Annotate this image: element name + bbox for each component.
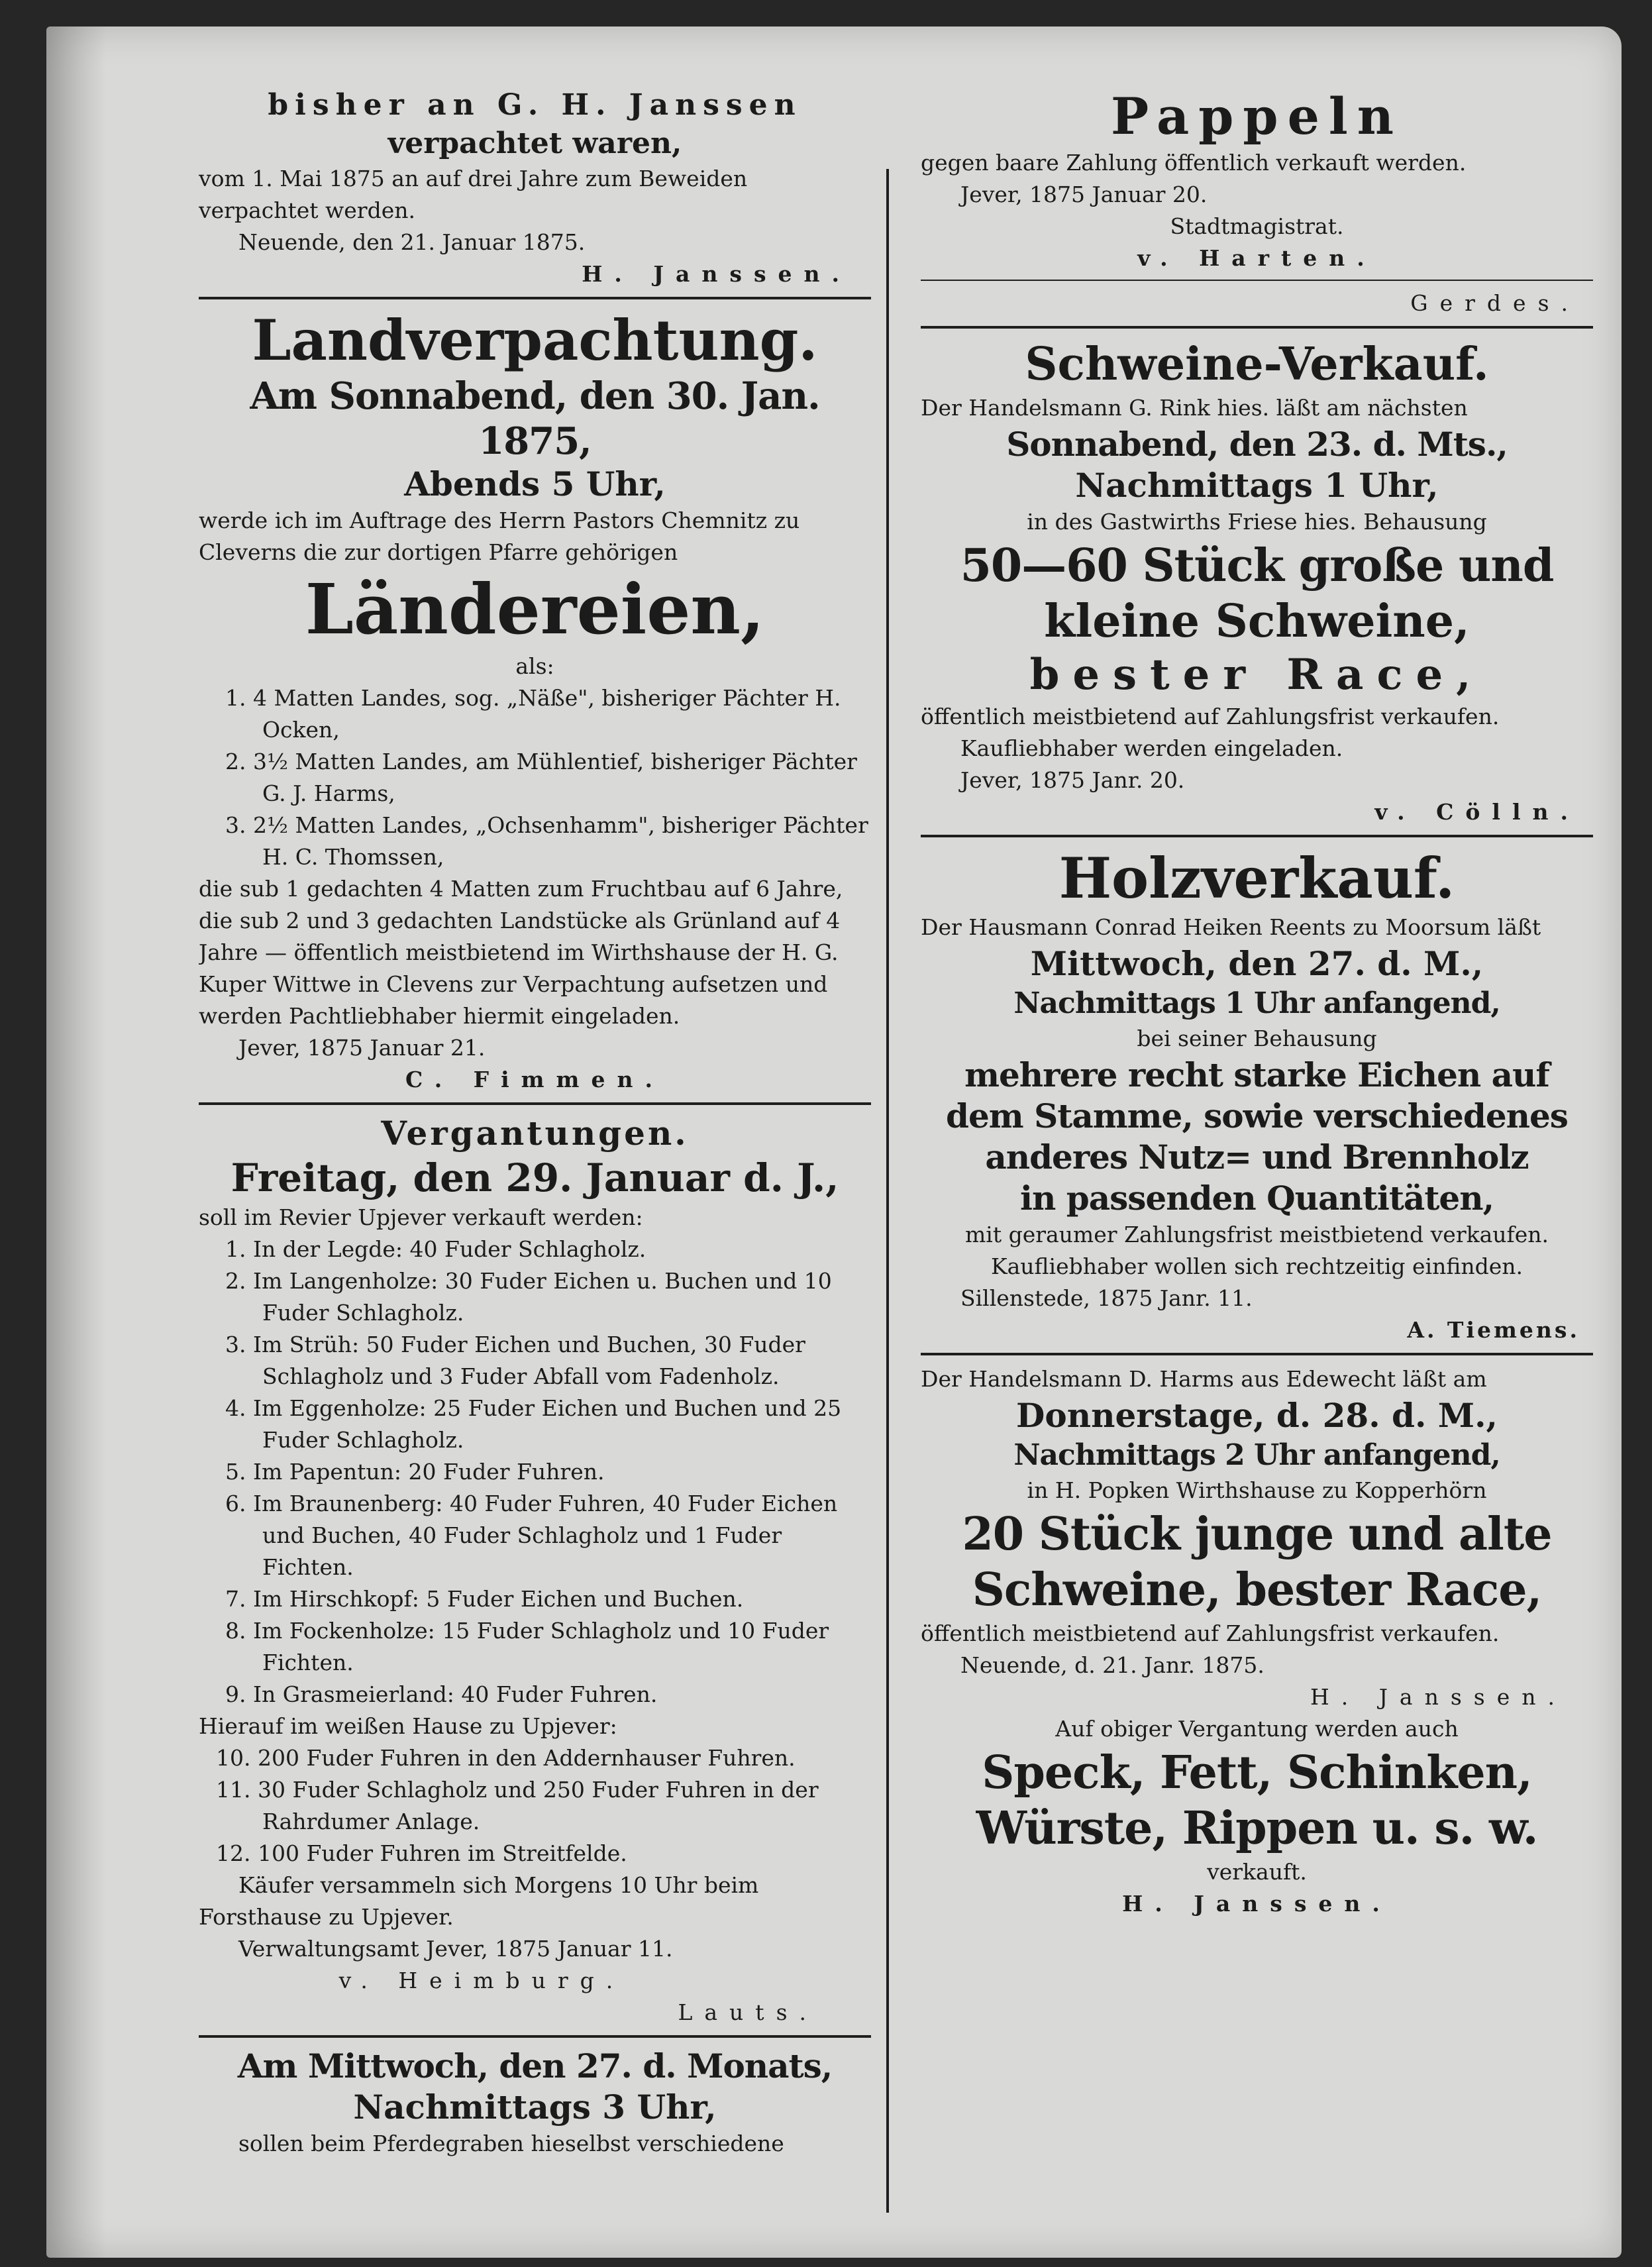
schweine-intro: Der Handelsmann G. Rink hies. läßt am nächsten — [921, 395, 1468, 421]
schweine-signature: v. Cölln. — [1374, 799, 1580, 825]
pappeln-signature-2: Gerdes. — [1410, 290, 1580, 316]
landverpachtung-text: die sub 1 gedachten 4 Matten zum Fruchtbau auf 6 Jahre, die sub 2 und 3 gedachten Landstücke als Grünland auf 4 Jahre — öffentlich meistbietend im Wirthshause der H. G. Kuper Wittwe in Clevens zur Verpachtung aufsetzen und werden Pachtliebhaber hiermit eingeladen. — [199, 876, 843, 1029]
vergantungen-signature-2: Lauts. — [678, 1999, 818, 2025]
laendereien-heading: Ländereien, — [305, 568, 765, 650]
vergantungen-title: Vergantungen. — [381, 1114, 689, 1153]
divider — [921, 835, 1593, 837]
pappeln-signature-1: v. Harten. — [1137, 245, 1376, 271]
vergantungen-item: 10. 200 Fuder Fuhren in den Addernhauser Fuhren. — [216, 1745, 796, 1771]
vergantungen-item: 3. Im Strüh: 50 Fuder Eichen und Buchen, 30 Fuder Schlagholz und 3 Fuder Abfall vom Fadenholz. — [225, 1332, 805, 1389]
holz-big-3: anderes Nutz= und Brennholz — [985, 1137, 1529, 1177]
vergantungen-item: 2. Im Langenholze: 30 Fuder Eichen u. Buchen und 10 Fuder Schlagholz. — [225, 1268, 832, 1326]
holz-intro: Der Hausmann Conrad Heiken Reents zu Moorsum läßt — [921, 914, 1541, 940]
vergantungen-date: Freitag, den 29. Januar d. J., — [231, 1155, 839, 1200]
harms-time: Nachmittags 2 Uhr anfangend, — [1013, 1438, 1500, 1472]
vergantungen-item: 4. Im Eggenholze: 25 Fuder Eichen und Buchen und 25 Fuder Schlagholz. — [225, 1395, 842, 1453]
lease-headline-1: bisher an G. H. Janssen — [268, 88, 802, 122]
speck-signature: H. Janssen. — [1122, 1891, 1392, 1917]
divider — [921, 326, 1593, 329]
vergantungen-item: 6. Im Braunenberg: 40 Fuder Fuhren, 40 Fuder Eichen und Buchen, 40 Fuder Schlagholz und 1 Fuder Fichten. — [225, 1491, 838, 1580]
holzverkauf-title: Holzverkauf. — [1058, 845, 1455, 911]
harms-intro: Der Handelsmann D. Harms aus Edewecht läßt am — [921, 1366, 1487, 1392]
harms-big-2: Schweine, bester Race, — [972, 1563, 1542, 1616]
mittwoch-text: sollen beim Pferdegraben hieselbst verschiedene — [238, 2131, 784, 2156]
holz-time: Nachmittags 1 Uhr anfangend, — [1013, 986, 1500, 1020]
lease-place: Neuende, den 21. Januar 1875. — [238, 229, 586, 255]
column-divider — [886, 169, 889, 2213]
schweine-verkauf-title: Schweine-Verkauf. — [1025, 338, 1489, 391]
divider — [921, 280, 1593, 281]
landverpachtung-date: Am Sonnabend, den 30. Jan. 1875, — [250, 374, 820, 463]
landverpachtung-signature: C. Fimmen. — [405, 1067, 664, 1092]
speck-intro: Auf obiger Vergantung werden auch — [1055, 1716, 1459, 1742]
vergantungen-item: 8. Im Fockenholze: 15 Fuder Schlagholz und 10 Fuder Fichten. — [225, 1618, 829, 1675]
speck-big-1: Speck, Fett, Schinken, — [982, 1746, 1532, 1799]
right-column — [921, 86, 1593, 2219]
holz-text: mit geraumer Zahlungsfrist meistbietend verkaufen. — [964, 1222, 1549, 1247]
schweine-date: Sonnabend, den 23. d. Mts., — [1006, 425, 1508, 464]
vergantungen-place: Verwaltungsamt Jever, 1875 Januar 11. — [238, 1936, 673, 1962]
schweine-invite: Kaufliebhaber werden eingeladen. — [960, 735, 1343, 761]
divider — [199, 297, 871, 299]
holz-big-4: in passenden Quantitäten, — [1019, 1179, 1494, 1218]
left-column — [199, 86, 871, 2219]
harms-text: öffentlich meistbietend auf Zahlungsfrist verkaufen. — [921, 1620, 1500, 1646]
schweine-time: Nachmittags 1 Uhr, — [1075, 466, 1439, 505]
vergantungen-item: 11. 30 Fuder Schlagholz und 250 Fuder Fuhren in der Rahrdumer Anlage. — [216, 1777, 819, 1834]
holz-place: Sillenstede, 1875 Janr. 11. — [960, 1285, 1253, 1311]
laendereien-item: 3. 2½ Matten Landes, „Ochsenhamm", bisheriger Pächter H. C. Thomssen, — [225, 812, 868, 870]
pappeln-title: Pappeln — [1110, 87, 1404, 146]
divider — [199, 1102, 871, 1105]
holz-signature: A. Tiemens. — [1407, 1317, 1580, 1343]
vergantungen-item: 9. In Grasmeierland: 40 Fuder Fuhren. — [225, 1681, 658, 1707]
laendereien-item: 1. 4 Matten Landes, sog. „Näße", bisheriger Pächter H. Ocken, — [225, 685, 841, 743]
lease-signature: H. Janssen. — [582, 261, 851, 287]
harms-place: Neuende, d. 21. Janr. 1875. — [960, 1652, 1265, 1678]
landverpachtung-place: Jever, 1875 Januar 21. — [238, 1035, 486, 1061]
schweine-big-3: bester Race, — [1029, 650, 1484, 700]
landverpachtung-time: Abends 5 Uhr, — [404, 464, 666, 503]
mittwoch-time: Nachmittags 3 Uhr, — [353, 2087, 717, 2127]
divider — [199, 2035, 871, 2038]
laendereien-als: als: — [515, 653, 554, 679]
holz-place-intro: bei seiner Behausung — [1137, 1026, 1377, 1051]
pappeln-text: gegen baare Zahlung öffentlich verkauft werden. — [921, 150, 1467, 176]
laendereien-item: 2. 3½ Matten Landes, am Mühlentief, bisheriger Pächter G. J. Harms, — [225, 749, 857, 806]
schweine-place-intro: in des Gastwirths Friese hies. Behausung — [1027, 509, 1487, 535]
pappeln-office: Stadtmagistrat. — [1170, 213, 1344, 239]
vergantungen-item: 12. 100 Fuder Fuhren im Streitfelde. — [216, 1840, 627, 1866]
schweine-place: Jever, 1875 Janr. 20. — [960, 767, 1185, 793]
harms-place-intro: in H. Popken Wirthshause zu Kopperhörn — [1027, 1477, 1487, 1503]
mittwoch-date: Am Mittwoch, den 27. d. Monats, — [237, 2046, 833, 2085]
speck-big-2: Würste, Rippen u. s. w. — [976, 1802, 1538, 1855]
lease-text: vom 1. Mai 1875 an auf drei Jahre zum Beweiden verpachtet werden. — [199, 166, 748, 223]
schweine-big-2: kleine Schweine, — [1044, 595, 1470, 648]
holz-big-2: dem Stamme, sowie verschiedenes — [946, 1096, 1568, 1135]
holz-date: Mittwoch, den 27. d. M., — [1030, 944, 1484, 983]
harms-date: Donnerstage, d. 28. d. M., — [1016, 1396, 1498, 1435]
speck-text: verkauft. — [1207, 1859, 1307, 1885]
vergantungen-item: 7. Im Hirschkopf: 5 Fuder Eichen und Buchen. — [225, 1586, 744, 1612]
landverpachtung-intro: werde ich im Auftrage des Herrn Pastors Chemnitz zu Cleverns die zur dortigen Pfarre gehörigen — [199, 507, 800, 565]
harms-big-1: 20 Stück junge und alte — [962, 1508, 1552, 1561]
newspaper-page — [46, 26, 1622, 2258]
vergantungen-item: 5. Im Papentun: 20 Fuder Fuhren. — [225, 1459, 605, 1485]
vergantungen-signature-1: v. Heimburg. — [338, 1968, 625, 1993]
vergantungen-subheading: Hierauf im weißen Hause zu Upjever: — [199, 1713, 617, 1739]
vergantungen-item: 1. In der Legde: 40 Fuder Schlagholz. — [225, 1236, 646, 1262]
schweine-text: öffentlich meistbietend auf Zahlungsfrist verkaufen. — [921, 704, 1500, 729]
pappeln-place: Jever, 1875 Januar 20. — [960, 182, 1208, 207]
divider — [921, 1353, 1593, 1355]
vergantungen-intro: soll im Revier Upjever verkauft werden: — [199, 1204, 643, 1230]
lease-headline-2: verpachtet waren, — [387, 127, 682, 160]
vergantungen-buyers: Käufer versammeln sich Morgens 10 Uhr beim Forsthause zu Upjever. — [199, 1872, 759, 1930]
holz-invite: Kaufliebhaber wollen sich rechtzeitig einfinden. — [990, 1253, 1523, 1279]
landverpachtung-title: Landverpachtung. — [252, 307, 818, 373]
holz-big-1: mehrere recht starke Eichen auf — [964, 1055, 1549, 1094]
schweine-big-1: 50—60 Stück große und — [960, 539, 1554, 592]
harms-signature: H. Janssen. — [1310, 1684, 1567, 1710]
